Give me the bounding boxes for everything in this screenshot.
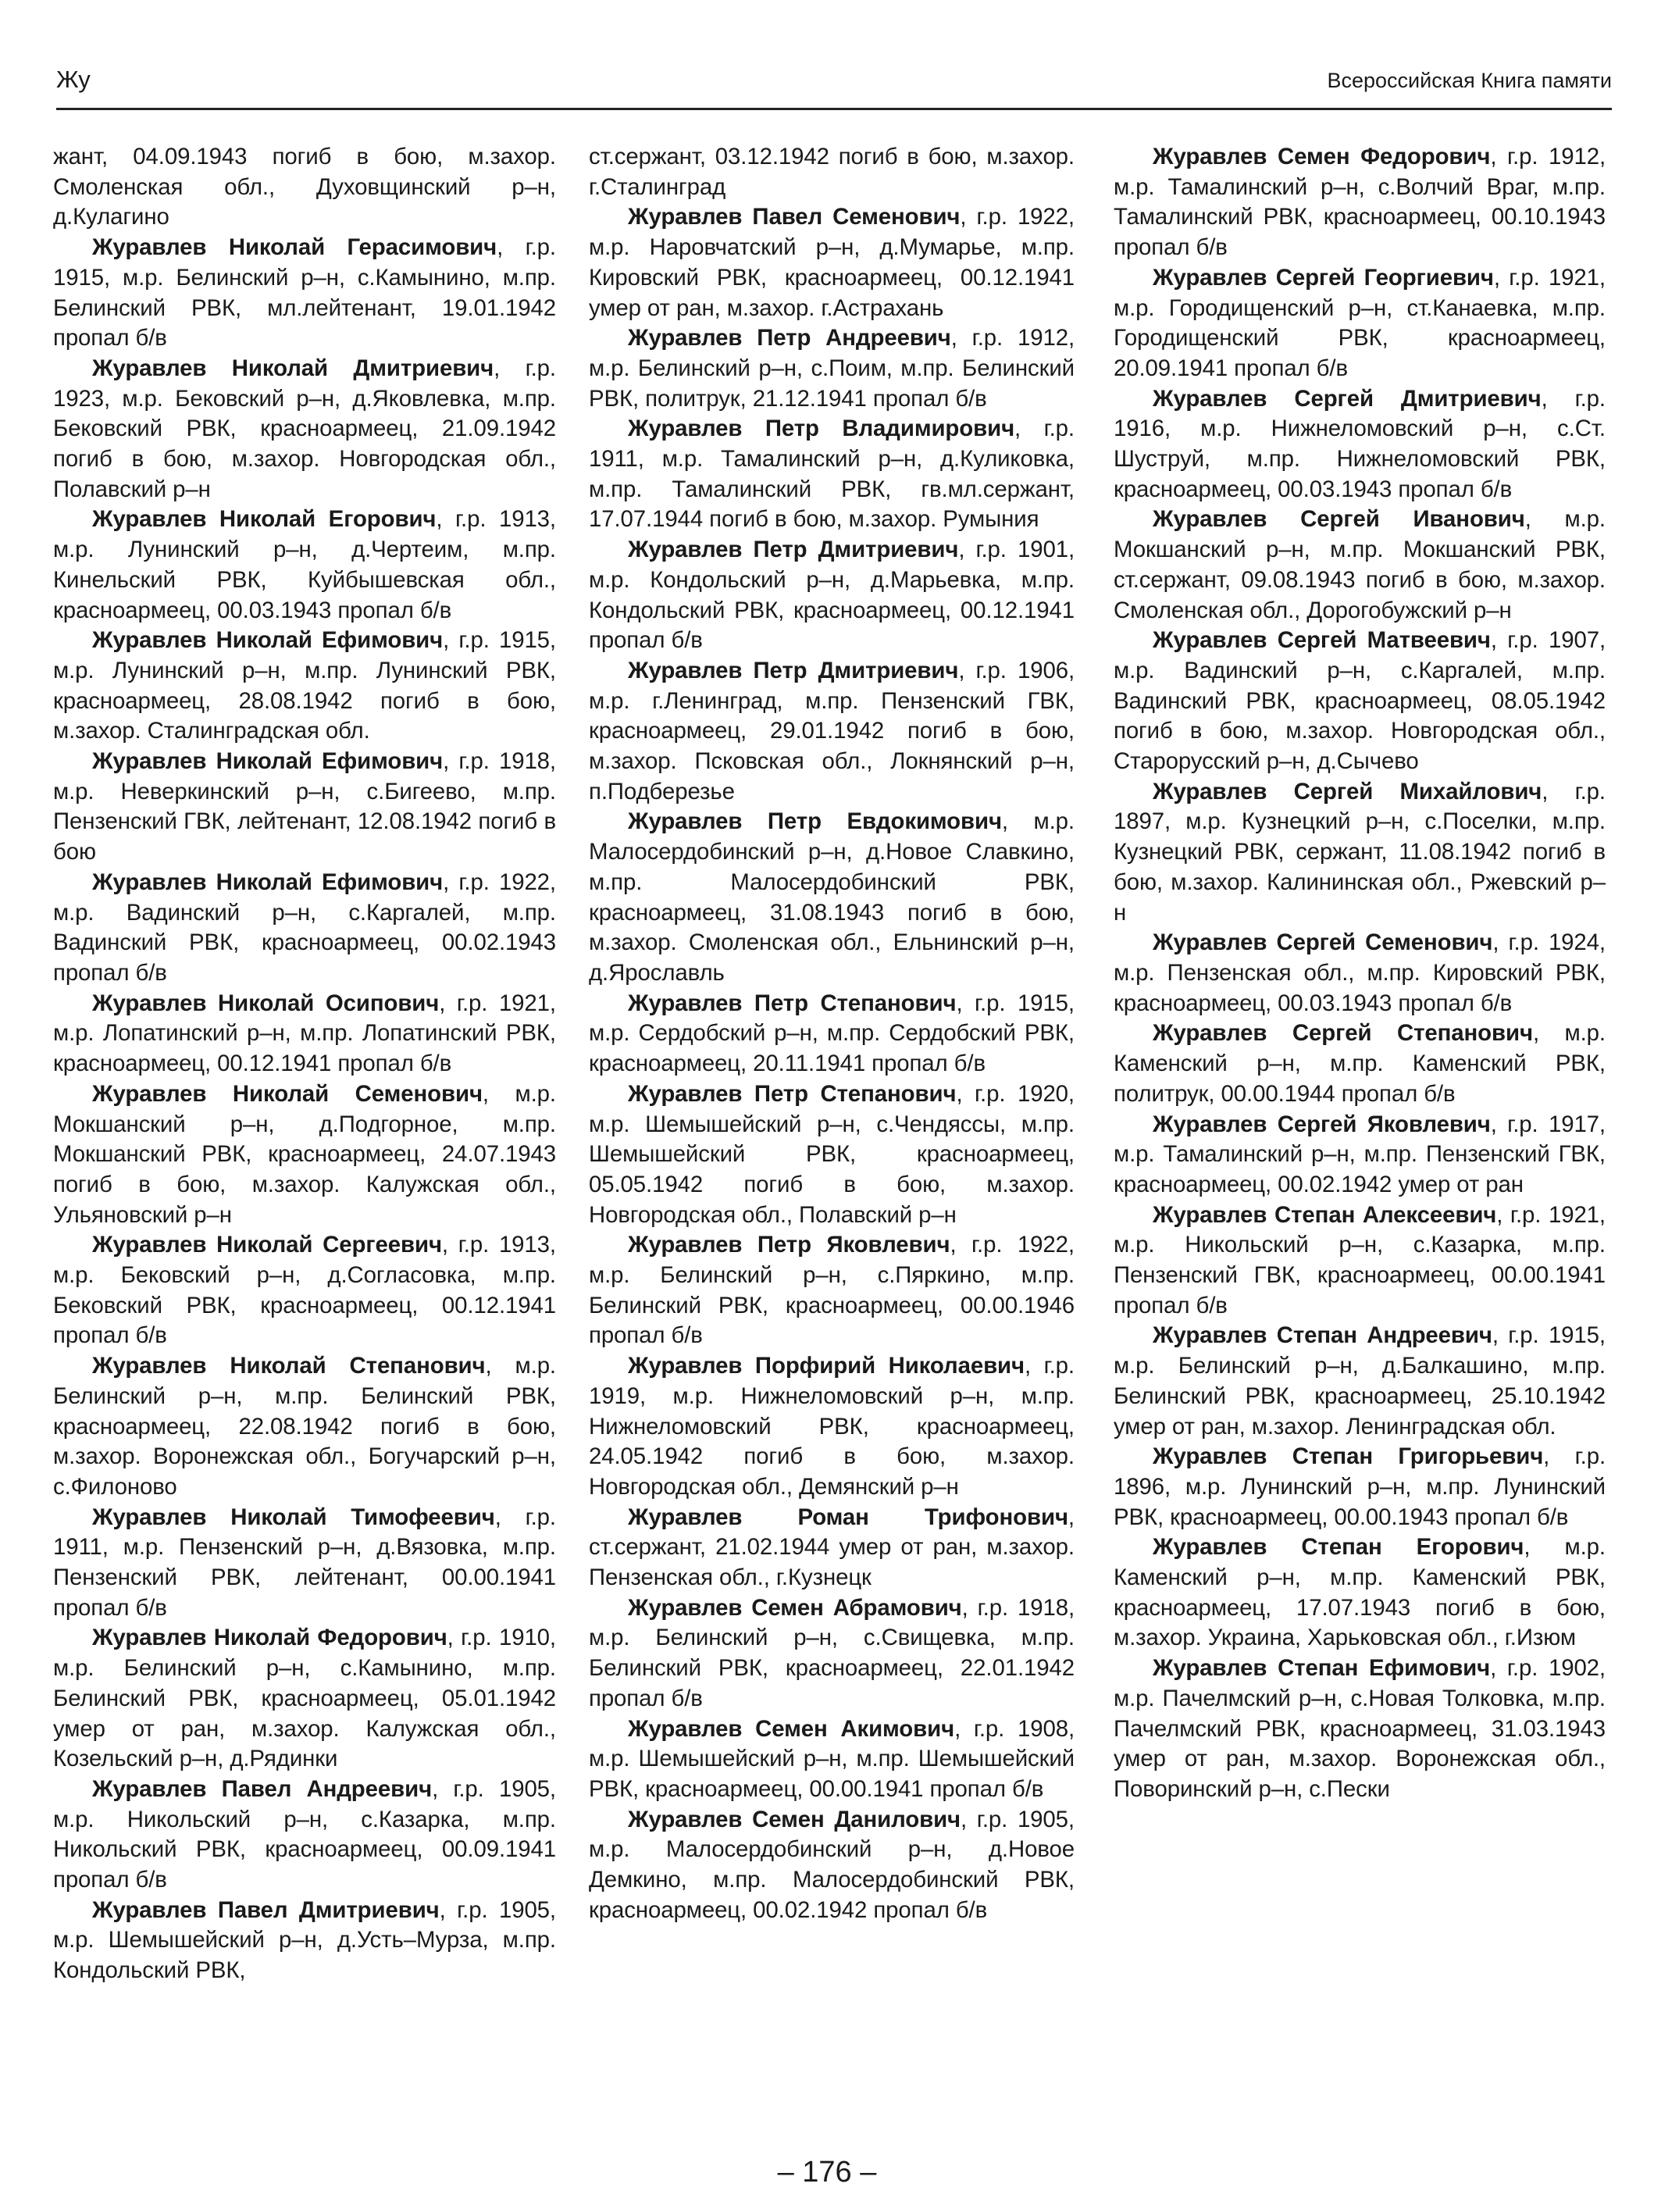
running-header — [56, 61, 1612, 110]
person-name: Журавлев Сергей Степанович — [1153, 1020, 1533, 1047]
person-record: ст.сержант, 03.12.1942 погиб в бою, м.захор. г.Сталинград — [589, 144, 1075, 200]
person-record: , г.р. 1913, м.р. Бековский р–н, д.Согласовка, м.пр. Бековский РВК, красноармеец, 00.12.1941 пропал б/в — [53, 1232, 556, 1349]
person-record: , ст.сержант, 21.02.1944 умер от ран, м.захор. Пензенская обл., г.Кузнецк — [589, 1504, 1075, 1591]
column-3 — [1114, 142, 1606, 1805]
person-name: Журавлев Сергей Семенович — [1153, 929, 1493, 956]
person-record: , м.р. Каменский р–н, м.пр. Каменский РВК, красноармеец, 17.07.1943 погиб в бою, м.захор. Украина, Харьковская обл., г.Изюм — [1114, 1534, 1606, 1651]
person-record: , г.р. 1905, м.р. Малосердобинский р–н, д.Новое Демкино, м.пр. Малосердобинский РВК, красноармеец, 00.02.1942 пропал б/в — [589, 1806, 1075, 1923]
person-name: Журавлев Николай Осипович — [92, 990, 440, 1016]
person-record: , г.р. 1912, м.р. Белинский р–н, с.Поим, м.пр. Белинский РВК, политрук, 21.12.1941 пропал б/в — [589, 325, 1075, 412]
person-record: , г.р. 1915, м.р. Белинский р–н, с.Камынино, м.пр. Белинский РВК, мл.лейтенант, 19.01.1942 пропал б/в — [53, 234, 556, 351]
list-item — [589, 1714, 1075, 1805]
person-record: , м.р. Каменский р–н, м.пр. Каменский РВК, политрук, 00.00.1944 пропал б/в — [1114, 1020, 1606, 1107]
list-item — [1114, 1442, 1606, 1532]
person-name: Журавлев Сергей Яковлевич — [1153, 1111, 1491, 1137]
person-name: Журавлев Сергей Матвеевич — [1153, 627, 1491, 654]
person-name: Журавлев Степан Егорович — [1153, 1534, 1524, 1561]
person-name: Журавлев Николай Степанович — [92, 1353, 486, 1379]
list-item — [589, 202, 1075, 323]
list-item — [1114, 263, 1606, 384]
person-name: Журавлев Николай Ефимович — [92, 748, 444, 775]
list-item — [589, 1230, 1075, 1351]
person-record: , г.р. 1905, м.р. Шемышейский р–н, д.Усть–Мурза, м.пр. Кондольский РВК, — [53, 1896, 556, 1984]
person-record: , м.р. Мокшанский р–н, м.пр. Мокшанский РВК, ст.сержант, 09.08.1943 погиб в бою, м.захор. Смоленская обл., Дорогобужский р–н — [1114, 506, 1606, 623]
column-2 — [589, 142, 1075, 1925]
page-number: – 176 – — [777, 2156, 877, 2189]
person-record: , г.р. 1912, м.р. Тамалинский р–н, с.Волчий Враг, м.пр. Тамалинский РВК, красноармеец, 00.10.1943 пропал б/в — [1114, 144, 1606, 261]
list-item — [589, 1351, 1075, 1503]
person-name: Журавлев Николай Сергеевич — [92, 1232, 442, 1258]
list-item — [589, 989, 1075, 1079]
list-item — [1114, 142, 1606, 263]
person-record: , г.р. 1920, м.р. Шемышейский р–н, с.Чендяссы, м.пр. Шемышейский РВК, красноармеец, 05.05.1942 погиб в бою, м.захор. Новгородская обл., Полавский р–н — [589, 1080, 1075, 1228]
person-name: Журавлев Петр Дмитриевич — [628, 657, 959, 683]
person-name: Журавлев Петр Владимирович — [628, 416, 1015, 442]
person-name: Журавлев Павел Дмитриевич — [92, 1896, 440, 1923]
list-item — [589, 656, 1075, 808]
person-record: , г.р. 1917, м.р. Тамалинский р–н, м.пр. Пензенский ГВК, красноармеец, 00.02.1942 умер от ран — [1114, 1111, 1606, 1197]
person-record: , г.р. 1915, м.р. Лунинский р–н, м.пр. Лунинский РВК, красноармеец, 28.08.1942 погиб в бою, м.захор. Сталинградская обл. — [53, 627, 556, 744]
list-item — [1114, 928, 1606, 1019]
person-name: Журавлев Петр Степанович — [628, 990, 957, 1016]
list-item — [53, 1896, 556, 1986]
list-item — [589, 807, 1075, 988]
list-item — [1114, 1532, 1606, 1654]
person-record: , г.р. 1905, м.р. Никольский р–н, с.Казарка, м.пр. Никольский РВК, красноармеец, 00.09.1941 пропал б/в — [53, 1775, 556, 1893]
person-record: , г.р. 1918, м.р. Неверкинский р–н, с.Бигеево, м.пр. Пензенский ГВК, лейтенант, 12.08.1942 погиб в бою — [53, 748, 556, 865]
person-name: Журавлев Петр Степанович — [628, 1080, 957, 1107]
person-record: , г.р. 1896, м.р. Лунинский р–н, м.пр. Лунинский РВК, красноармеец, 00.00.1943 пропал б/в — [1114, 1443, 1606, 1530]
list-item — [53, 1230, 556, 1351]
person-record: , г.р. 1921, м.р. Лопатинский р–н, м.пр. Лопатинский РВК, красноармеец, 00.12.1941 пропал б/в — [53, 990, 556, 1077]
list-item — [1114, 626, 1606, 777]
person-name: Журавлев Николай Семенович — [92, 1080, 483, 1107]
person-record: , г.р. 1915, м.р. Белинский р–н, д.Балкашино, м.пр. Белинский РВК, красноармеец, 25.10.1942 умер от ран, м.захор. Ленинградская обл. — [1114, 1322, 1606, 1440]
person-name: Журавлев Николай Ефимович — [92, 869, 444, 895]
person-record: , г.р. 1921, м.р. Городищенский р–н, ст.Канаевка, м.пр. Городищенский РВК, красноармеец, 20.09.1941 пропал б/в — [1114, 264, 1606, 381]
list-item — [1114, 1201, 1606, 1322]
person-record: , м.р. Мокшанский р–н, д.Подгорное, м.пр. Мокшанский РВК, красноармеец, 24.07.1943 погиб в бою, м.захор. Калужская обл., Ульяновский р–н — [53, 1080, 556, 1228]
list-item — [1114, 1654, 1606, 1805]
person-name: Журавлев Роман Трифонович — [628, 1504, 1068, 1530]
person-name: Журавлев Семен Абрамович — [628, 1594, 962, 1621]
list-item — [589, 414, 1075, 535]
text-columns — [0, 142, 1654, 2126]
person-name: Журавлев Семен Данилович — [628, 1806, 961, 1832]
person-record: , г.р. 1919, м.р. Нижнеломовский р–н, м.пр. Нижнеломовский РВК, красноармеец, 24.05.1942 погиб в бою, м.захор. Новгородская обл., Демянский р–н — [589, 1353, 1075, 1500]
list-item — [589, 142, 1075, 202]
list-item — [589, 1805, 1075, 1926]
person-record: , г.р. 1923, м.р. Бековский р–н, д.Яковлевка, м.пр. Бековский РВК, красноармеец, 21.09.1942 погиб в бою, м.захор. Новгородская обл., Полавский р–н — [53, 355, 556, 502]
list-item — [53, 626, 556, 747]
person-record: , г.р. 1911, м.р. Пензенский р–н, д.Вязовка, м.пр. Пензенский РВК, лейтенант, 00.00.1941 пропал б/в — [53, 1504, 556, 1621]
person-record: , г.р. 1922, м.р. Вадинский р–н, с.Каргалей, м.пр. Вадинский РВК, красноармеец, 00.02.1943 пропал б/в — [53, 869, 556, 986]
person-record: , г.р. 1907, м.р. Вадинский р–н, с.Каргалей, м.пр. Вадинский РВК, красноармеец, 08.05.1942 погиб в бою, м.захор. Новгородская обл., Старорусский р–н, д.Сычево — [1114, 627, 1606, 775]
person-name: Журавлев Петр Дмитриевич — [628, 537, 959, 563]
person-record: , г.р. 1911, м.р. Тамалинский р–н, д.Куликовка, м.пр. Тамалинский РВК, гв.мл.сержант, 17.07.1944 погиб в бою, м.захор. Румыния — [589, 416, 1075, 533]
person-name: Журавлев Сергей Иванович — [1153, 506, 1525, 533]
person-name: Журавлев Порфирий Николаевич — [628, 1353, 1025, 1379]
person-name: Журавлев Степан Андреевич — [1153, 1322, 1492, 1349]
person-name: Журавлев Петр Андреевич — [628, 325, 951, 351]
list-item — [53, 989, 556, 1079]
list-item — [53, 1623, 556, 1775]
person-record: , г.р. 1922, м.р. Наровчатский р–н, д.Мумарье, м.пр. Кировский РВК, красноармеец, 00.12.1941 умер от ран, м.захор. г.Астрахань — [589, 204, 1075, 321]
person-name: Журавлев Николай Федорович — [92, 1625, 447, 1651]
list-item — [53, 233, 556, 354]
list-item — [53, 1775, 556, 1896]
book-title: Всероссийская Книга памяти — [1327, 69, 1612, 92]
list-item — [53, 354, 556, 505]
person-name: Журавлев Николай Тимофеевич — [92, 1504, 495, 1530]
list-item — [1114, 384, 1606, 505]
list-item — [1114, 777, 1606, 929]
person-record: , г.р. 1901, м.р. Кондольский р–н, д.Марьевка, м.пр. Кондольский РВК, красноармеец, 00.12.1941 пропал б/в — [589, 537, 1075, 654]
person-name: Журавлев Степан Алексеевич — [1153, 1201, 1497, 1228]
list-item — [1114, 1110, 1606, 1201]
person-name: Журавлев Семен Акимович — [628, 1715, 955, 1742]
person-record: , г.р. 1908, м.р. Шемышейский р–н, м.пр. Шемышейский РВК, красноармеец, 00.00.1941 пропал б/в — [589, 1715, 1075, 1802]
person-record: , г.р. 1910, м.р. Белинский р–н, с.Камынино, м.пр. Белинский РВК, красноармеец, 05.01.1942 умер от ран, м.захор. Калужская обл., Козельский р–н, д.Рядинки — [53, 1625, 556, 1772]
person-name: Журавлев Николай Ефимович — [92, 627, 444, 654]
person-record: , г.р. 1902, м.р. Пачелмский р–н, с.Новая Толковка, м.пр. Пачелмский РВК, красноармеец, 31.03.1943 умер от ран, м.захор. Воронежская обл., Поворинский р–н, с.Пески — [1114, 1655, 1606, 1802]
list-item — [1114, 505, 1606, 626]
person-record: , г.р. 1916, м.р. Нижнеломовский р–н, с.Ст. Шуструй, м.пр. Нижнеломовский РВК, красноармеец, 00.03.1943 пропал б/в — [1114, 385, 1606, 502]
person-name: Журавлев Сергей Дмитриевич — [1153, 385, 1542, 412]
person-name: Журавлев Николай Егорович — [92, 506, 437, 533]
person-name: Журавлев Сергей Георгиевич — [1153, 264, 1494, 291]
list-item — [53, 505, 556, 626]
list-item — [589, 535, 1075, 656]
person-record: , г.р. 1924, м.р. Пензенская обл., м.пр. Кировский РВК, красноармеец, 00.03.1943 пропал б/в — [1114, 929, 1606, 1016]
person-name: Журавлев Павел Семенович — [628, 204, 961, 230]
person-record: , м.р. Белинский р–н, м.пр. Белинский РВК, красноармеец, 22.08.1942 погиб в бою, м.захор. Воронежская обл., Богучарский р–н, с.Филоново — [53, 1353, 556, 1500]
person-name: Журавлев Семен Федорович — [1153, 144, 1491, 169]
person-record: , г.р. 1918, м.р. Белинский р–н, с.Свищевка, м.пр. Белинский РВК, красноармеец, 22.01.1942 пропал б/в — [589, 1594, 1075, 1711]
person-record: , м.р. Малосердобинский р–н, д.Новое Славкино, м.пр. Малосердобинский РВК, красноармеец, 31.08.1943 погиб в бою, м.захор. Смоленская обл., Ельнинский р–н, д.Ярославль — [589, 808, 1075, 986]
person-record: жант, 04.09.1943 погиб в бою, м.захор. Смоленская обл., Духовщинский р–н, д.Кулагино — [53, 144, 556, 230]
list-item — [589, 1079, 1075, 1231]
person-name: Журавлев Николай Дмитриевич — [92, 355, 494, 381]
list-item — [589, 1503, 1075, 1593]
list-item — [53, 142, 556, 233]
person-name: Журавлев Петр Евдокимович — [628, 808, 1002, 835]
list-item — [53, 747, 556, 868]
list-item — [589, 1593, 1075, 1714]
list-item — [589, 323, 1075, 414]
list-item — [1114, 1321, 1606, 1442]
person-name: Журавлев Николай Герасимович — [92, 234, 497, 261]
person-record: , г.р. 1921, м.р. Никольский р–н, с.Казарка, м.пр. Пензенский ГВК, красноармеец, 00.00.1941 пропал б/в — [1114, 1201, 1606, 1318]
list-item — [1114, 1019, 1606, 1109]
person-record: , г.р. 1913, м.р. Лунинский р–н, д.Чертеим, м.пр. Кинельский РВК, Куйбышевская обл., красноармеец, 00.03.1943 пропал б/в — [53, 506, 556, 623]
person-name: Журавлев Степан Григорьевич — [1153, 1443, 1544, 1470]
list-item — [53, 1351, 556, 1503]
list-item — [53, 868, 556, 989]
list-item — [53, 1079, 556, 1231]
person-name: Журавлев Павел Андреевич — [92, 1775, 433, 1802]
column-1 — [53, 142, 556, 1986]
person-name: Журавлев Степан Ефимович — [1153, 1655, 1491, 1682]
person-record: , г.р. 1906, м.р. г.Ленинград, м.пр. Пензенский ГВК, красноармеец, 29.01.1942 погиб в бою, м.захор. Псковская обл., Локнянский р–н, п.Подберезье — [589, 657, 1075, 805]
person-record: , г.р. 1897, м.р. Кузнецкий р–н, с.Поселки, м.пр. Кузнецкий РВК, сержант, 11.08.1942 погиб в бою, м.захор. Калининская обл., Ржевский р–н — [1114, 778, 1606, 926]
person-record: , г.р. 1922, м.р. Белинский р–н, с.Пяркино, м.пр. Белинский РВК, красноармеец, 00.00.1946 пропал б/в — [589, 1232, 1075, 1349]
person-name: Журавлев Сергей Михайлович — [1153, 778, 1542, 805]
person-name: Журавлев Петр Яковлевич — [628, 1232, 950, 1258]
list-item — [53, 1503, 556, 1624]
person-record: , г.р. 1915, м.р. Сердобский р–н, м.пр. Сердобский РВК, красноармеец, 20.11.1941 пропал б/в — [589, 990, 1075, 1077]
section-letters: Жу — [56, 66, 91, 93]
